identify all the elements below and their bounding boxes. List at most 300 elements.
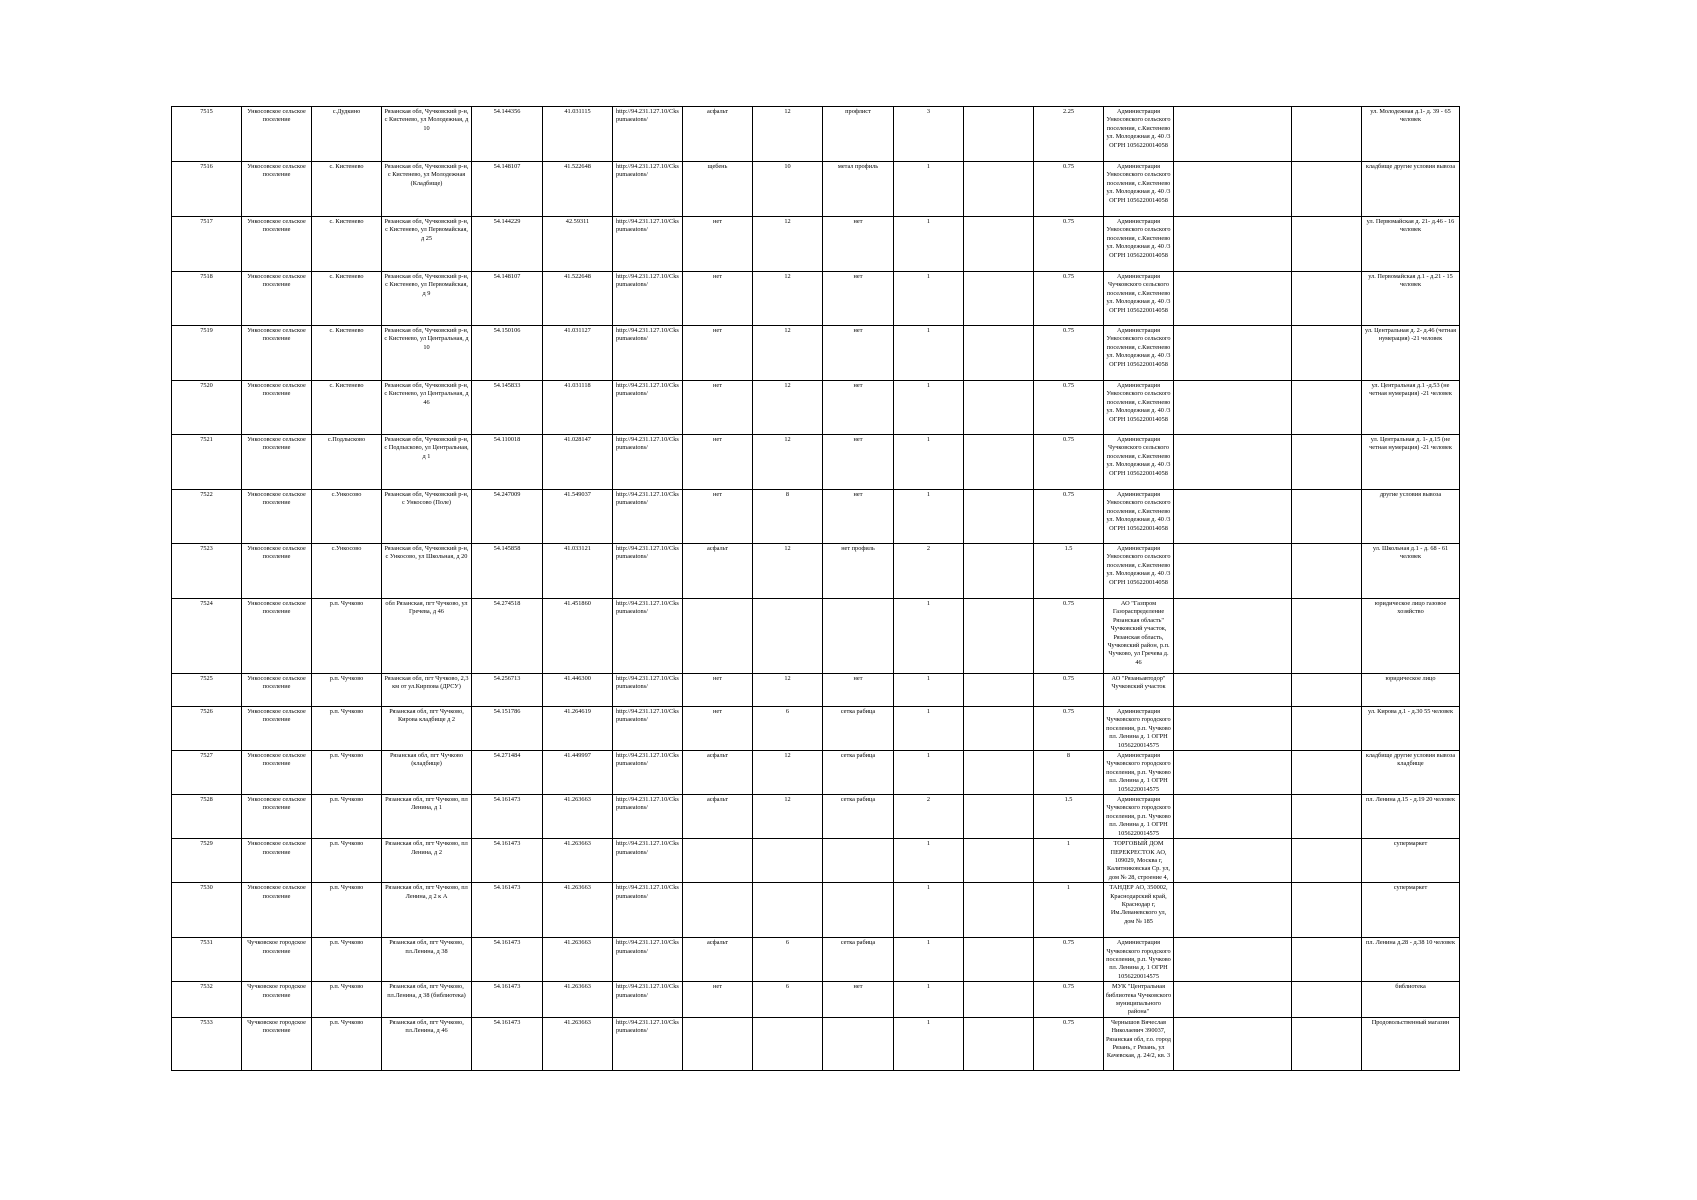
area-cell: 8 [753,490,823,544]
containers-cell: 1 [894,707,964,751]
fence-cell: нет [823,435,894,490]
longitude-cell: 41.449997 [543,751,613,795]
settlement-cell: Ункосовское сельское поселение [242,162,312,217]
url-cell: http://94.231.127.10/Ckspumaeatons/ [613,883,683,938]
latitude-cell: 54.161473 [472,938,543,982]
empty-cell [1174,599,1292,674]
fence-cell: сетка рабица [823,938,894,982]
empty-cell [1174,839,1292,883]
fence-cell: профлист [823,107,894,162]
area-cell [753,839,823,883]
area-cell [753,599,823,674]
fence-cell: нет [823,272,894,326]
volume-cell: 0.75 [1034,435,1104,490]
latitude-cell: 54.274518 [472,599,543,674]
latitude-cell: 54.161473 [472,795,543,839]
empty-cell [1292,107,1362,162]
empty-cell [1292,751,1362,795]
latitude-cell: 54.161473 [472,883,543,938]
empty-cell [964,938,1034,982]
address-cell: Рязанская обл, Чучковский р-н, с Кистенево, ул Центральная, д 46 [382,381,472,435]
row-id: 7525 [172,674,242,707]
fence-cell [823,1017,894,1070]
source-cell: кладбище другие условия вывоза кладбище [1362,751,1460,795]
settlement-cell: Ункосовское сельское поселение [242,883,312,938]
responsible-cell: АО "Газпром Газораспределение Рязанская область" Чучковский участок, Рязанская область, Чучковский район, р.п. Чучково, ул Гречева д. 46 [1104,599,1174,674]
empty-cell [964,839,1034,883]
url-cell: http://94.231.127.10/Ckspumaeatons/ [613,938,683,982]
surface-cell: асфальт [683,544,753,599]
containers-cell: 1 [894,599,964,674]
containers-cell: 1 [894,217,964,272]
responsible-cell: Администрация Ункосовского сельского поселения, с.Кистенево ул. Молодежная д. 40 /3 ОГРН 1056220014058 [1104,107,1174,162]
fence-cell: нет профиль [823,544,894,599]
empty-cell [1174,326,1292,381]
settlement-cell: Ункосовское сельское поселение [242,107,312,162]
longitude-cell: 41.031127 [543,326,613,381]
address-cell: Рязанская обл, пгт Чучково, пл.Ленина, д 38 [382,938,472,982]
source-cell: супермаркет [1362,883,1460,938]
settlement-cell: Ункосовское сельское поселение [242,326,312,381]
fence-cell: нет [823,982,894,1018]
surface-cell: нет [683,982,753,1018]
latitude-cell: 54.145858 [472,544,543,599]
table-row [172,217,1460,272]
settlement-cell: Ункосовское сельское поселение [242,707,312,751]
surface-cell: нет [683,272,753,326]
area-cell: 6 [753,982,823,1018]
locality-cell: с. Кистенево [312,326,382,381]
surface-cell: щебень [683,162,753,217]
latitude-cell: 54.110018 [472,435,543,490]
empty-cell [964,435,1034,490]
fence-cell: сетка рабица [823,751,894,795]
url-cell: http://94.231.127.10/Ckspumaeatons/ [613,707,683,751]
latitude-cell: 54.271484 [472,751,543,795]
locality-cell: с. Кистенево [312,272,382,326]
surface-cell: асфальт [683,795,753,839]
latitude-cell: 54.151786 [472,707,543,751]
volume-cell: 0.75 [1034,707,1104,751]
address-cell: Рязанская обл, пгт Чучково, пл Ленина, д 2 [382,839,472,883]
latitude-cell: 54.256713 [472,674,543,707]
url-cell: http://94.231.127.10/Ckspumaeatons/ [613,982,683,1018]
area-cell: 12 [753,217,823,272]
empty-cell [964,1017,1034,1070]
row-id: 7519 [172,326,242,381]
responsible-cell: АО "Рязаньавтодор" Чучковский участок [1104,674,1174,707]
volume-cell: 0.75 [1034,272,1104,326]
empty-cell [964,162,1034,217]
area-cell: 12 [753,107,823,162]
empty-cell [1174,1017,1292,1070]
responsible-cell: Администрация Чучковского городского поселения, р.п. Чучково пл. Ленина д. 1 ОГРН 1056220014575 [1104,795,1174,839]
responsible-cell: Администрация Чучковского городского поселения, р.п. Чучково пл. Ленина д. 1 ОГРН 1056220014575 [1104,751,1174,795]
empty-cell [1292,1017,1362,1070]
empty-cell [1174,435,1292,490]
settlement-cell: Ункосовское сельское поселение [242,435,312,490]
empty-cell [1174,883,1292,938]
address-cell: Рязанская обл, Чучковский р-н, с Кистенево, ул Первомайская, д 25 [382,217,472,272]
source-cell: пл. Ленина д.15 - д.19 20 человек [1362,795,1460,839]
settlement-cell: Ункосовское сельское поселение [242,217,312,272]
locality-cell: р.п. Чучково [312,599,382,674]
empty-cell [1292,162,1362,217]
table-row [172,883,1460,938]
latitude-cell: 54.148107 [472,162,543,217]
table-row [172,674,1460,707]
table-row [172,982,1460,1018]
table-row [172,795,1460,839]
url-cell: http://94.231.127.10/Ckspumaeatons/ [613,490,683,544]
volume-cell: 0.75 [1034,162,1104,217]
row-id: 7515 [172,107,242,162]
area-cell: 6 [753,707,823,751]
surface-cell: нет [683,381,753,435]
longitude-cell: 41.031115 [543,107,613,162]
row-id: 7524 [172,599,242,674]
address-cell: Рязанская обл, пгт Чучково, пл.Ленина, д 38 (библиотека) [382,982,472,1018]
latitude-cell: 54.161473 [472,982,543,1018]
url-cell: http://94.231.127.10/Ckspumaeatons/ [613,217,683,272]
url-cell: http://94.231.127.10/Ckspumaeatons/ [613,107,683,162]
table-row [172,1017,1460,1070]
area-cell: 12 [753,795,823,839]
settlement-cell: Ункосовское сельское поселение [242,490,312,544]
row-id: 7517 [172,217,242,272]
surface-cell: нет [683,435,753,490]
empty-cell [1292,839,1362,883]
containers-cell: 1 [894,162,964,217]
source-cell: ул. Школьная д.1 - д. 68 - 61 человек [1362,544,1460,599]
empty-cell [1174,217,1292,272]
fence-cell: метал профиль [823,162,894,217]
row-id: 7527 [172,751,242,795]
row-id: 7520 [172,381,242,435]
address-cell: Рязанская обл, пгт Чучково, пл.Ленина, д 46 [382,1017,472,1070]
surface-cell [683,1017,753,1070]
longitude-cell: 41.263663 [543,883,613,938]
table-row [172,490,1460,544]
latitude-cell: 54.144356 [472,107,543,162]
table-row [172,272,1460,326]
empty-cell [964,326,1034,381]
empty-cell [964,272,1034,326]
source-cell: ул. Первомайская д.1 - д.21 - 15 человек [1362,272,1460,326]
address-cell: Рязанская обл, пгт Чучково, пл Ленина, д 2 к А [382,883,472,938]
source-cell: ул. Молодежная д.1- д. 39 - 65 человек [1362,107,1460,162]
source-cell: ул. Центральная д. 2- д.46 (четная нумерация) -21 человек [1362,326,1460,381]
area-cell: 12 [753,435,823,490]
empty-cell [1292,272,1362,326]
longitude-cell: 41.446300 [543,674,613,707]
row-id: 7530 [172,883,242,938]
settlement-cell: Ункосовское сельское поселение [242,839,312,883]
area-cell: 12 [753,751,823,795]
empty-cell [1174,490,1292,544]
volume-cell: 1.5 [1034,544,1104,599]
latitude-cell: 54.144229 [472,217,543,272]
spreadsheet [171,106,1459,1071]
longitude-cell: 41.028147 [543,435,613,490]
fence-cell: нет [823,326,894,381]
containers-cell: 1 [894,674,964,707]
latitude-cell: 54.150106 [472,326,543,381]
row-id: 7532 [172,982,242,1018]
table-row [172,107,1460,162]
locality-cell: р.п. Чучково [312,707,382,751]
longitude-cell: 41.263663 [543,795,613,839]
longitude-cell: 41.263663 [543,1017,613,1070]
containers-cell: 2 [894,795,964,839]
surface-cell: нет [683,674,753,707]
surface-cell [683,883,753,938]
empty-cell [964,883,1034,938]
containers-cell: 1 [894,883,964,938]
source-cell: Продовольственный магазин [1362,1017,1460,1070]
settlement-cell: Чучковское городское поселение [242,1017,312,1070]
responsible-cell: Администрация Чучковского городского поселения, р.п. Чучково пл. Ленина д. 1 ОГРН 1056220014575 [1104,707,1174,751]
url-cell: http://94.231.127.10/Ckspumaeatons/ [613,795,683,839]
empty-cell [1174,107,1292,162]
source-cell: ул. Центральная д. 1- д.15 (не четная нумерация) -21 человек [1362,435,1460,490]
fence-cell: сетка рабица [823,795,894,839]
address-cell: Рязанская обл, пгт Чучково, 2,3 км от ул.Кирпова (ДРСУ) [382,674,472,707]
fence-cell: нет [823,217,894,272]
empty-cell [1174,751,1292,795]
empty-cell [964,674,1034,707]
url-cell: http://94.231.127.10/Ckspumaeatons/ [613,1017,683,1070]
containers-cell: 1 [894,982,964,1018]
responsible-cell: Администрация Ункосовского сельского поселения, с.Кистенево ул. Молодежная д. 40 /3 ОГРН 1056220014058 [1104,381,1174,435]
containers-cell: 1 [894,938,964,982]
responsible-cell: Администрация Ункосовского сельского поселения, с.Кистенево ул. Молодежная д. 40 /3 ОГРН 1056220014058 [1104,490,1174,544]
empty-cell [1292,938,1362,982]
locality-cell: р.п. Чучково [312,938,382,982]
address-cell: Рязанская обл, Чучковский р-н, с Ункосово, ул Школьная, д 20 [382,544,472,599]
empty-cell [1174,938,1292,982]
row-id: 7521 [172,435,242,490]
responsible-cell: ТОРГОВЫЙ ДОМ ПЕРЕКРЕСТОК АО, 109029, Москва г, Калитниковская Ср. ул, дом № 28, строение 4, [1104,839,1174,883]
volume-cell: 2.25 [1034,107,1104,162]
address-cell: Рязанская обл, пгт Чучково, пл Ленина, д 1 [382,795,472,839]
url-cell: http://94.231.127.10/Ckspumaeatons/ [613,162,683,217]
longitude-cell: 41.263663 [543,839,613,883]
row-id: 7523 [172,544,242,599]
url-cell: http://94.231.127.10/Ckspumaeatons/ [613,839,683,883]
locality-cell: р.п. Чучково [312,839,382,883]
settlement-cell: Чучковское городское поселение [242,982,312,1018]
source-cell: кладбище другие условия вывоза [1362,162,1460,217]
locality-cell: с. Кистенево [312,217,382,272]
fence-cell [823,883,894,938]
area-cell: 12 [753,381,823,435]
area-cell [753,883,823,938]
longitude-cell: 41.522648 [543,272,613,326]
url-cell: http://94.231.127.10/Ckspumaeatons/ [613,599,683,674]
volume-cell: 1 [1034,839,1104,883]
empty-cell [964,599,1034,674]
fence-cell: сетка рабица [823,707,894,751]
empty-cell [1174,674,1292,707]
empty-cell [964,795,1034,839]
url-cell: http://94.231.127.10/Ckspumaeatons/ [613,674,683,707]
empty-cell [1292,544,1362,599]
table-row [172,326,1460,381]
area-cell: 6 [753,938,823,982]
empty-cell [964,490,1034,544]
empty-cell [1292,883,1362,938]
fence-cell: нет [823,490,894,544]
fence-cell: нет [823,381,894,435]
empty-cell [964,707,1034,751]
source-cell: ул. Центральная д.1 -д.53 (не четная нумерация) -21 человек [1362,381,1460,435]
table-row [172,435,1460,490]
table-row [172,839,1460,883]
longitude-cell: 41.264619 [543,707,613,751]
address-cell: Рязанская обл, Чучковский р-н, с Кистенево, ул Первомайская, д 9 [382,272,472,326]
responsible-cell: Администрация Ункосовского сельского поселения, с.Кистенево ул. Молодежная д. 40 /3 ОГРН 1056220014058 [1104,544,1174,599]
area-cell: 12 [753,326,823,381]
area-cell: 12 [753,272,823,326]
latitude-cell: 54.161473 [472,839,543,883]
locality-cell: с. Кистенево [312,381,382,435]
locality-cell: с.Подлысково [312,435,382,490]
source-cell: другие условия вывоза [1362,490,1460,544]
url-cell: http://94.231.127.10/Ckspumaeatons/ [613,751,683,795]
containers-cell: 1 [894,381,964,435]
locality-cell: с. Кистенево [312,162,382,217]
locality-cell: р.п. Чучково [312,982,382,1018]
volume-cell: 0.75 [1034,599,1104,674]
surface-cell: нет [683,490,753,544]
source-cell: библиотека [1362,982,1460,1018]
locality-cell: с.Ункосово [312,490,382,544]
source-cell: супермаркет [1362,839,1460,883]
containers-cell: 3 [894,107,964,162]
latitude-cell: 54.145833 [472,381,543,435]
longitude-cell: 41.033121 [543,544,613,599]
containers-cell: 1 [894,839,964,883]
url-cell: http://94.231.127.10/Ckspumaeatons/ [613,381,683,435]
empty-cell [1292,435,1362,490]
source-cell: ул. Первомайская д. 21- д.46 - 16 человек [1362,217,1460,272]
containers-cell: 1 [894,490,964,544]
source-cell: пл. Ленина д.28 - д.38 10 человек [1362,938,1460,982]
volume-cell: 8 [1034,751,1104,795]
longitude-cell: 41.549037 [543,490,613,544]
responsible-cell: Администрация Ункосовского сельского поселения, с.Кистенево ул. Молодежная д. 40 /3 ОГРН 1056220014058 [1104,326,1174,381]
empty-cell [1292,599,1362,674]
containers-cell: 1 [894,326,964,381]
settlement-cell: Ункосовское сельское поселение [242,599,312,674]
surface-cell: асфальт [683,751,753,795]
surface-cell [683,839,753,883]
empty-cell [1292,674,1362,707]
row-id: 7533 [172,1017,242,1070]
longitude-cell: 41.263663 [543,938,613,982]
empty-cell [964,544,1034,599]
empty-cell [1174,381,1292,435]
surface-cell: нет [683,707,753,751]
empty-cell [1174,982,1292,1018]
address-cell: обл Рязанская, пгт Чучково, ул Гречева, д 46 [382,599,472,674]
containers-cell: 1 [894,435,964,490]
area-cell: 12 [753,544,823,599]
volume-cell: 0.75 [1034,982,1104,1018]
volume-cell: 0.75 [1034,326,1104,381]
locality-cell: р.п. Чучково [312,751,382,795]
source-cell: юридическое лицо [1362,674,1460,707]
table-row [172,599,1460,674]
row-id: 7528 [172,795,242,839]
volume-cell: 0.75 [1034,490,1104,544]
containers-cell: 1 [894,1017,964,1070]
table-row [172,544,1460,599]
empty-cell [1292,490,1362,544]
empty-cell [1174,707,1292,751]
row-id: 7531 [172,938,242,982]
url-cell: http://94.231.127.10/Ckspumaeatons/ [613,435,683,490]
surface-cell [683,599,753,674]
empty-cell [1174,272,1292,326]
settlement-cell: Ункосовское сельское поселение [242,544,312,599]
empty-cell [964,381,1034,435]
responsible-cell: МУК "Центральная библиотека Чучковского муниципального района" [1104,982,1174,1018]
locality-cell: р.п. Чучково [312,883,382,938]
waste-sites-table [171,106,1460,1071]
responsible-cell: Администрация Ункосовского сельского поселения, с.Кистенево ул. Молодежная д. 40 /3 ОГРН 1056220014058 [1104,162,1174,217]
row-id: 7518 [172,272,242,326]
empty-cell [964,982,1034,1018]
containers-cell: 1 [894,272,964,326]
responsible-cell: Чернышов Вячеслав Николаевич 390037, Рязанская обл, г.о. город Рязань, г Рязань, ул Качевская, д. 24/2, кв. 3 [1104,1017,1174,1070]
source-cell: юридическое лицо газовое хозяйство [1362,599,1460,674]
settlement-cell: Ункосовское сельское поселение [242,795,312,839]
empty-cell [964,751,1034,795]
address-cell: Рязанская обл, Чучковский р-н, с Ункосово (Поле) [382,490,472,544]
settlement-cell: Ункосовское сельское поселение [242,381,312,435]
empty-cell [964,217,1034,272]
settlement-cell: Ункосовское сельское поселение [242,751,312,795]
volume-cell: 1.5 [1034,795,1104,839]
table-row [172,162,1460,217]
row-id: 7529 [172,839,242,883]
table-row [172,751,1460,795]
longitude-cell: 42.59311 [543,217,613,272]
responsible-cell: Администрация Чучковского сельского поселения, с.Кистенево ул. Молодежная д. 40 /3 ОГРН 1056220014058 [1104,272,1174,326]
volume-cell: 1 [1034,883,1104,938]
locality-cell: р.п. Чучково [312,1017,382,1070]
longitude-cell: 41.522648 [543,162,613,217]
settlement-cell: Ункосовское сельское поселение [242,674,312,707]
table-row [172,938,1460,982]
surface-cell: асфальт [683,938,753,982]
responsible-cell: Администрация Чучковского сельского поселения, с.Кистенево ул. Молодежная д. 40 /3 ОГРН 1056220014058 [1104,435,1174,490]
empty-cell [1292,217,1362,272]
fence-cell [823,839,894,883]
area-cell: 10 [753,162,823,217]
volume-cell: 0.75 [1034,1017,1104,1070]
address-cell: Рязанская обл, Чучковский р-н, с Подлысково, ул Центральная, д 1 [382,435,472,490]
latitude-cell: 54.161473 [472,1017,543,1070]
address-cell: Рязанская обл, пгт Чучково (кладбище) [382,751,472,795]
locality-cell: р.п. Чучково [312,795,382,839]
source-cell: ул. Кирова д.1 - д.30 55 человек [1362,707,1460,751]
address-cell: Рязанская обл, Чучковский р-н, с Кистенево, ул Молодежная (Кладбище) [382,162,472,217]
containers-cell: 1 [894,751,964,795]
volume-cell: 0.75 [1034,381,1104,435]
